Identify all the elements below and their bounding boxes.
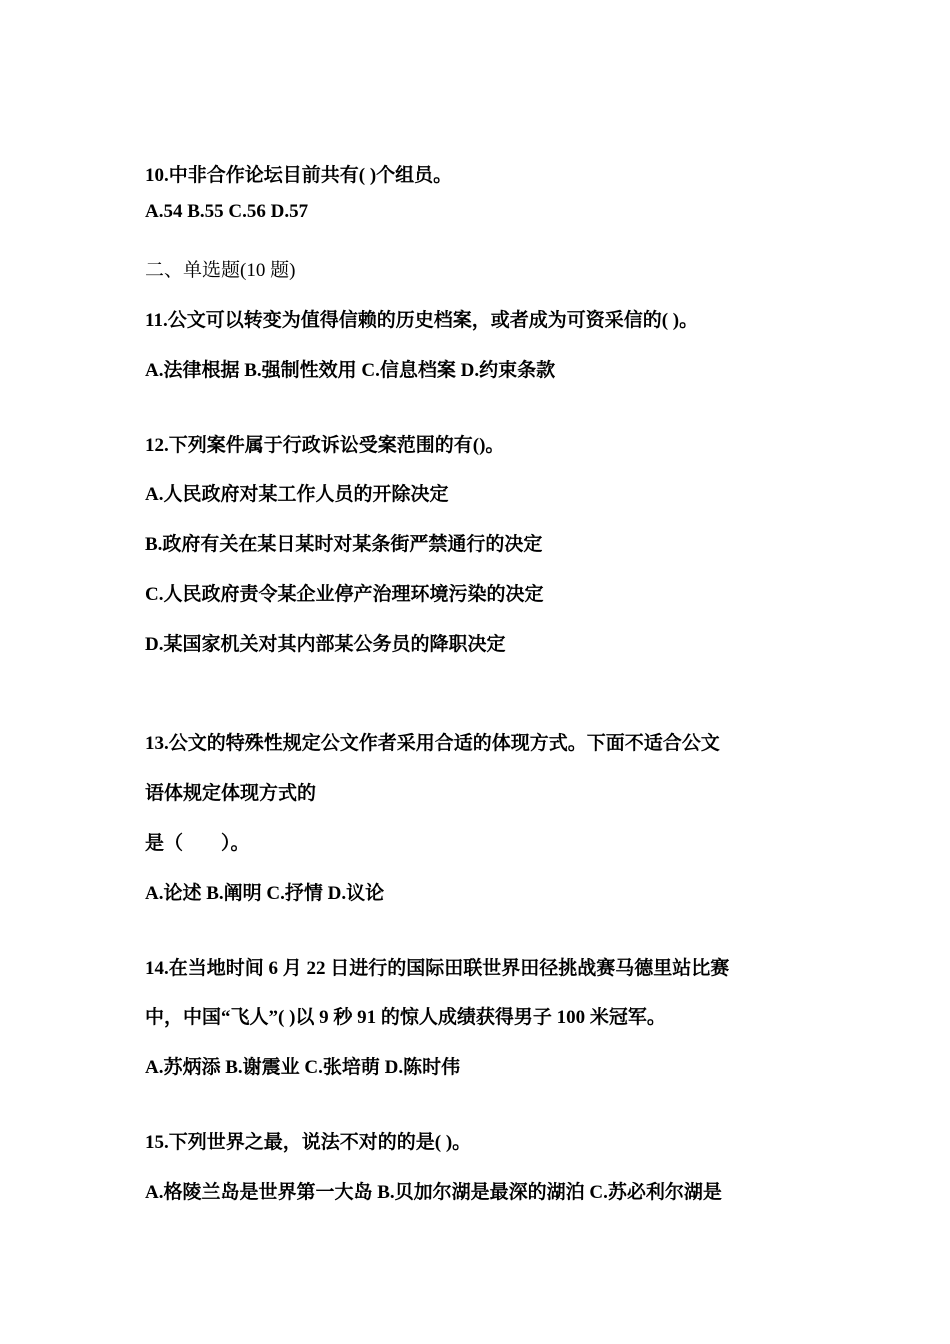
question-12-option-a: A.人民政府对某工作人员的开除决定 <box>145 484 449 505</box>
question-11: 11.公文可以转变为值得信赖的历史档案，或者成为可资采信的( )。 <box>145 310 699 331</box>
question-14-options: A.苏炳添 B.谢震业 C.张培萌 D.陈时伟 <box>145 1057 461 1078</box>
question-12-option-c: C.人民政府责令某企业停产治理环境污染的决定 <box>145 584 544 605</box>
question-13-line-1: 13.公文的特殊性规定公文作者采用合适的体现方式。下面不适合公文 <box>145 733 720 754</box>
question-12-option-d: D.某国家机关对其内部某公务员的降职决定 <box>145 634 506 655</box>
question-12: 12.下列案件属于行政诉讼受案范围的有()。 <box>145 435 505 456</box>
question-15: 15.下列世界之最，说法不对的的是( )。 <box>145 1132 472 1153</box>
question-14-line-1: 14.在当地时间 6 月 22 日进行的国际田联世界田径挑战赛马德里站比赛 <box>145 958 730 979</box>
question-10-options: A.54 B.55 C.56 D.57 <box>145 201 309 222</box>
question-13-options: A.论述 B.阐明 C.抒情 D.议论 <box>145 883 385 904</box>
question-13-line-2: 语体规定体现方式的 <box>145 783 317 804</box>
question-13-line-3: 是（ ）。 <box>145 833 250 854</box>
question-11-options: A.法律根据 B.强制性效用 C.信息档案 D.约束条款 <box>145 360 556 381</box>
question-14-line-2: 中，中国“飞人”( )以 9 秒 91 的惊人成绩获得男子 100 米冠军。 <box>145 1007 666 1028</box>
question-12-option-b: B.政府有关在某日某时对某条街严禁通行的决定 <box>145 534 543 555</box>
question-10: 10.中非合作论坛目前共有( )个组员。 <box>145 165 453 186</box>
section-heading: 二、单选题(10 题) <box>145 260 296 281</box>
question-15-options: A.格陵兰岛是世界第一大岛 B.贝加尔湖是最深的湖泊 C.苏必利尔湖是 <box>145 1182 722 1203</box>
